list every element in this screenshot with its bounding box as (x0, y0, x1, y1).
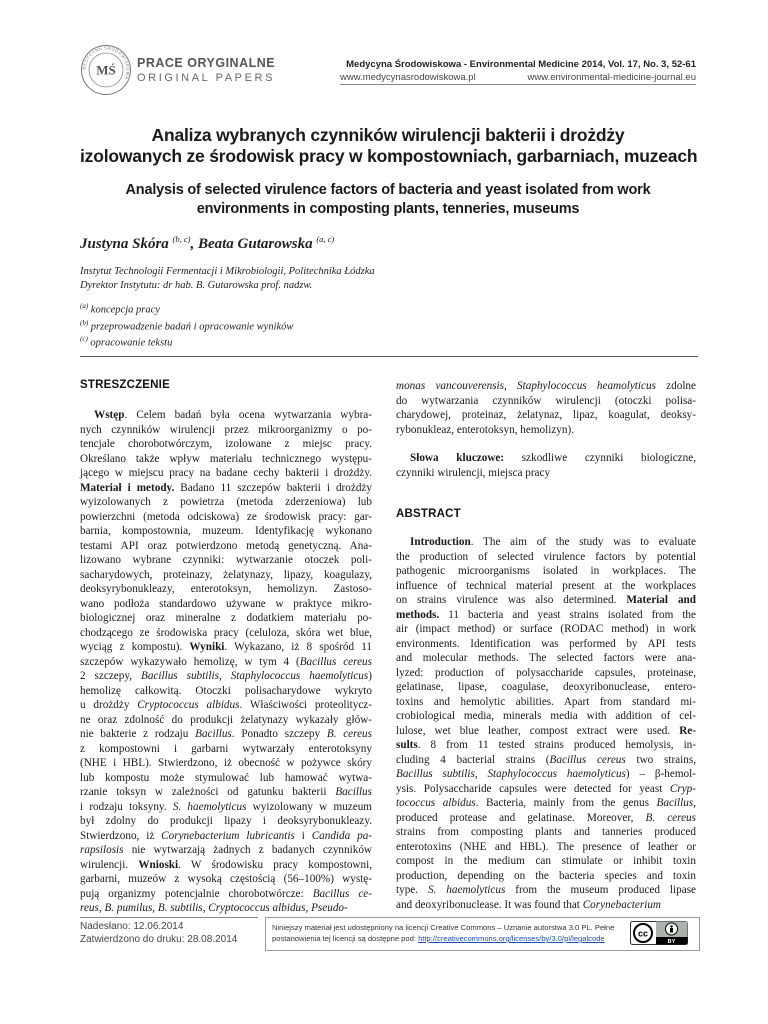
logo-letters: MŚ (96, 62, 116, 78)
text-line (396, 811, 696, 826)
license-link[interactable]: http://creativecommons.org/licenses/by/3.0/pl/legalcode (418, 934, 605, 943)
text-line (80, 800, 372, 815)
italic-run: Bacillus (656, 797, 694, 809)
bold-run: Material and (626, 594, 696, 606)
text-line (80, 466, 372, 481)
italic-run: Bacillus cereus (549, 753, 626, 766)
text-run: , (693, 797, 696, 809)
text-line (396, 379, 696, 394)
text-line (80, 568, 372, 583)
text-run: z kompostowni i garbarni wytwarzały enterotoksyny (80, 742, 372, 755)
italic-run: Candida pa- (311, 829, 373, 842)
author-name: Beata Gutarowska (197, 236, 313, 252)
italic-run: Bacillus subtilis (140, 670, 219, 682)
text-line (80, 524, 372, 539)
text-run: tencjale chorobotwórczym, izolowane z miejsc pracy. (80, 438, 372, 450)
text-run: lulose, wet blue leather, compost extract were used. (396, 724, 680, 737)
text-run: był zdolny do produkcji lipazy i deoksyrybonukleazy. (80, 815, 372, 827)
text-run: environments. Identification was performed by API tests (396, 637, 696, 650)
text-run: pathogenic microorganisms isolated in workplaces. The (396, 565, 696, 577)
text-run: wano podłoża standardowo używane w praktyce mikro- (80, 597, 372, 610)
bold-run: Materiał i metody. (80, 481, 175, 494)
text-run: testami API oraz potwierdzono metodą genetyczną. Ana- (80, 539, 372, 552)
text-run: , (218, 670, 231, 682)
text-line (396, 451, 696, 466)
bold-run: sults (396, 739, 418, 751)
author-name: Justyna Skóra (80, 236, 169, 252)
text-line (396, 579, 696, 594)
text-run: lub kompostu może stymulować lub hamować wytwa- (80, 771, 372, 784)
text-line (80, 655, 372, 670)
text-run: ysis. Polysaccharide capsules were detected for yeast (396, 782, 670, 795)
text-run: ) (368, 670, 372, 682)
text-run: . Bacteria, mainly from the genus (475, 797, 657, 809)
contribution-text: koncepcja pracy (90, 304, 160, 316)
text-run: deoksyrybonukleazy, enterotoksyn, hemolizyn. Zastoso- (80, 583, 372, 595)
text-run: wyizolowanych z powietrza (metoda zderzeniowa) lub (80, 496, 372, 508)
text-run: 11 bacteria and yeast strains isolated from the (439, 608, 696, 621)
italic-run: Bacillus subtilis, Staphylococcus haemolyticus (396, 768, 626, 780)
text-line (80, 771, 372, 786)
title-english (80, 181, 696, 219)
text-run: szkodliwe czynniki biologiczne, (504, 452, 697, 464)
text-run: wirulencji. (80, 858, 139, 871)
text-run: wyizolowany w muzeum (246, 800, 372, 813)
text-run: lyzed: production of polysaccharide capsules, proteinase, (396, 666, 696, 679)
text-line (396, 869, 696, 884)
bold-run: Wnioski (138, 858, 179, 871)
cc-by-badge (630, 921, 688, 945)
bold-run: Słowa kluczowe: (410, 452, 505, 464)
text-run: nie bakterie z rodzaju (80, 728, 196, 740)
text-line (396, 651, 696, 666)
italic-run: Bacillus (195, 728, 232, 740)
text-run: Badano 11 szczepów bakterii i drożdży (174, 481, 372, 494)
contribution-mark: (a) (80, 302, 89, 310)
text-run: gelatinase, lipase, coagulase, deoxyribonuclease, entero- (396, 681, 696, 693)
text-run: i (294, 829, 312, 842)
text-line (80, 597, 372, 612)
text-run: type. (396, 884, 428, 896)
text-run: zdolne (655, 380, 696, 392)
text-run: wyciąg z kompostu). (80, 641, 190, 653)
text-run: rzanie toksyn w zależności od gatunku bakterii (80, 786, 336, 798)
text-line (80, 814, 372, 829)
italic-run: Corynebacterium lubricantis (161, 829, 295, 842)
by-mark: BY (667, 939, 676, 945)
text-line (80, 611, 372, 626)
contribution-mark: (b) (80, 318, 89, 327)
text-line (396, 738, 696, 753)
text-run: 2 szczepy, (80, 670, 141, 682)
accepted-date: Zatwierdzono do druku: 28.08.2014 (80, 934, 238, 945)
text-run: two strains, (625, 753, 696, 766)
author-separator: , (190, 236, 198, 252)
text-run: enterotoxins (NHE and HBL). The presence of leather or (396, 840, 696, 853)
institution (80, 265, 375, 293)
text-run: produced protease and gelatinase. Moreover, (396, 811, 646, 824)
text-run: barnia, kompostownia, muzeum. Identyfikację wykonano (80, 525, 372, 537)
text-line (396, 695, 696, 710)
text-line (80, 887, 372, 902)
authors (80, 234, 334, 253)
contributions (80, 300, 293, 350)
text-run: rybonukleaz, enterotoksyn, hemolizyn). (396, 423, 575, 436)
text-line (80, 408, 372, 423)
text-run: hemolizę całkowitą. Otoczki polisacharydowe wykryto (80, 684, 372, 697)
text-line (80, 539, 372, 554)
journal-logo (80, 44, 132, 96)
text-line (396, 709, 696, 724)
text-line (396, 408, 696, 423)
text-line (80, 582, 372, 597)
text-run: lizowano wybrane czynniki: wytwarzanie otoczek poli- (80, 554, 372, 566)
footer-divider (80, 917, 258, 918)
text-run: jącego w miejscu pracy na badane cechy bakterii i drożdży. (80, 467, 372, 479)
text-line (396, 466, 696, 481)
contribution-text: opracowanie tekstu (90, 337, 173, 349)
text-line (80, 452, 372, 467)
title-english-line: environments in composting plants, tenneries, museums (196, 201, 580, 217)
text-line (80, 829, 372, 844)
text-run: crobiological media, minerals media with addition of cel- (396, 710, 696, 722)
text-line (80, 843, 372, 858)
italic-run: Corynebacterium (582, 898, 662, 911)
contribution-item (80, 317, 293, 334)
text-run: strains from composting plants and tanneries produced (396, 826, 696, 838)
text-run: and deoxyribonuclease. It was found that (396, 898, 583, 911)
text-line (396, 724, 696, 739)
title-polish (80, 125, 696, 167)
logo-ring-text: MEDYCYNA ŚRODOWISKOWA (81, 45, 131, 81)
text-line (396, 825, 696, 840)
text-run: (NHE i HBL). Stwierdzono, iż obecność w pożywce skóry (80, 757, 372, 769)
text-line (396, 680, 696, 695)
institution-line: Instytut Technologii Fermentacji i Mikrobiologii, Politechnika Łódzka (80, 266, 375, 277)
abstract-body (396, 535, 696, 912)
keywords (396, 451, 696, 480)
text-line (80, 742, 372, 757)
text-line (396, 854, 696, 869)
italic-run: Cryp- (669, 782, 696, 795)
streszczenie-body (80, 408, 372, 916)
text-run: influence of technical material present at the workplaces (396, 579, 696, 592)
text-line (396, 767, 696, 782)
text-line (80, 423, 372, 438)
contribution-text: przeprowadzenie badań i opracowanie wyników (90, 321, 294, 332)
text-run: garbarni, muzeów z wysoką częstością (56–100%) wystę- (80, 873, 372, 885)
text-line (80, 481, 372, 496)
italic-run: S. haemolyticus (172, 800, 247, 813)
text-line (80, 626, 372, 641)
italic-run: reus, B. pumilus, B. subtilis, Cryptococcus albidus, Pseudo- (80, 902, 348, 914)
text-line (396, 394, 696, 409)
text-run: and molecular methods. The selected factors were ana- (396, 652, 696, 664)
bold-run: Introduction (410, 536, 471, 548)
institution-line: Dyrektor Instytutu: dr hab. B. Gutarowska prof. nadzw. (80, 280, 313, 291)
license-line (272, 933, 614, 944)
text-run: Określano także wpływ materiału technicznego występu- (80, 452, 372, 465)
text-run: . The aim of the study was to evaluate (470, 536, 696, 548)
italic-run: Bacillus (335, 786, 372, 798)
text-line (80, 858, 372, 873)
author-affiliation-mark: (a, c) (316, 234, 335, 244)
text-line (80, 713, 372, 728)
text-line (80, 698, 372, 713)
streszczenie-continued (396, 379, 696, 437)
heading-abstract: ABSTRACT (396, 508, 461, 520)
contribution-item (80, 333, 293, 350)
italic-run: Bacillus cereus (299, 655, 372, 668)
bold-run: Wyniki (189, 641, 225, 653)
text-run: compost in the medium can stimulate or inhibit toxin (396, 855, 696, 867)
text-line (80, 669, 372, 684)
text-line (80, 495, 372, 510)
text-run: u drożdży (80, 699, 138, 711)
text-line (396, 622, 696, 637)
license-prefix: postanowienia tej licencji są dostępne pod: (272, 934, 419, 943)
license-line: Niniejszy materiał jest udostępniony na licencji Creative Commons – Uznanie autorstwa 3.0 PL. Pełne (272, 923, 615, 932)
text-run: toxins and hemolytic abilities. Apart from standard mi- (396, 695, 696, 708)
text-line (396, 564, 696, 579)
license-text (272, 922, 614, 944)
text-line (80, 684, 372, 699)
badge-original-papers-en: ORIGINAL PAPERS (137, 72, 276, 84)
title-polish-line: izolowanych ze środowisk pracy w kompostowniach, garbarniach, muzeach (80, 146, 698, 166)
title-english-line: Analysis of selected virulence factors of bacteria and yeast isolated from work (125, 182, 651, 198)
italic-run: tococcus albidus (396, 797, 476, 809)
contribution-item (80, 300, 293, 317)
text-line (80, 437, 372, 452)
bold-run: Re- (679, 724, 696, 737)
bold-run: Wstęp (94, 409, 125, 421)
text-line (396, 840, 696, 855)
text-run: on strains virulence was also determined. (396, 594, 627, 606)
text-line (396, 637, 696, 652)
text-line (80, 872, 372, 887)
text-run: pują organizmy potencjalnie chorobotwórcze: (80, 887, 313, 900)
text-line (396, 550, 696, 565)
text-run: ne oraz zdolność do produkcji żelatynazy wykazały głów- (80, 713, 372, 726)
italic-run: S. haemolyticus (427, 884, 506, 896)
italic-run: Staphylococcus haemolyticus (230, 670, 369, 682)
italic-run: Bacillus ce- (312, 887, 372, 900)
text-run: from the museum produced lipase (505, 884, 697, 896)
text-line (396, 535, 696, 550)
text-run: the production of selected virulence factors by potential (396, 550, 696, 563)
text-run: . Wykazano, iż 8 spośród 11 (224, 641, 372, 653)
bold-run: methods. (396, 608, 440, 621)
text-run: production, depending on the bacteria species and toxin (396, 869, 696, 882)
heading-streszczenie: STRESZCZENIE (80, 379, 170, 391)
italic-run: monas vancouverensis, Staphylococcus heamolyticus (396, 380, 656, 392)
text-run: air (impact method) or surface (RODAC method) in work (396, 623, 696, 635)
text-line (80, 640, 372, 655)
text-run: i rodzaju toksyny. (80, 800, 173, 813)
text-run: . Celem badań była ocena wytwarzania wybra- (124, 409, 372, 421)
text-run: biologicznej oraz mineralne z dodatkiem materiału po- (80, 612, 372, 624)
italic-run: Cryptococcus albidus (137, 699, 240, 711)
text-run: . 8 from 11 tested strains produced hemolysis, in- (417, 739, 696, 751)
text-line (396, 898, 696, 913)
author-affiliation-mark: (b, c) (172, 234, 191, 244)
badge-original-papers-pl: PRACE ORYGINALNE (137, 56, 276, 70)
text-run: . Ponadto szczepy (231, 728, 327, 740)
text-run: cluding 4 bacterial strains ( (396, 753, 550, 766)
text-line (396, 423, 696, 438)
cc-mark: cc (637, 928, 649, 939)
contribution-mark: (c) (80, 335, 88, 343)
text-run: charydowej, proteinaz, żelatynaz, lipaz, koagulat, deoksy- (396, 409, 696, 421)
text-line (396, 782, 696, 797)
header-divider (340, 84, 696, 85)
text-line (80, 785, 372, 800)
text-run: ) – β-hemol- (625, 768, 696, 780)
text-line (396, 883, 696, 898)
journal-url-pl[interactable]: www.medycynasrodowiskowa.pl (340, 72, 476, 83)
text-run: sacharydowych, proteinazy, żelatynazy, lipazy, koagulazy, (80, 568, 372, 581)
text-line (396, 666, 696, 681)
dates (80, 920, 237, 946)
text-run: Stwierdzono, iż (80, 829, 162, 842)
text-line (396, 796, 696, 811)
text-run: szczepów wykazywało hemolizę, w tym 4 ( (80, 655, 300, 668)
text-run: do wytwarzania czynników wirulencji (otoczki polisa- (396, 394, 696, 407)
text-line (396, 753, 696, 768)
text-run: nie wytwarzają żadnych z badanych czynników (123, 844, 372, 856)
journal-url-en[interactable]: www.environmental-medicine-journal.eu (527, 72, 696, 83)
text-run: . Właściwości proteolitycz- (239, 699, 372, 711)
text-line (396, 608, 696, 623)
text-line (396, 593, 696, 608)
section-divider (80, 356, 698, 357)
italic-run: rapsilosis (80, 844, 124, 856)
text-line (80, 727, 372, 742)
journal-citation: Medycyna Środowiskowa - Environmental Medicine 2014, Vol. 17, No. 3, 52-61 (346, 59, 696, 70)
text-line (80, 510, 372, 525)
text-run: powierzchni (metoda odciskowa) ze środowisk pracy: gar- (80, 510, 372, 523)
italic-run: B. cereus (326, 728, 372, 740)
italic-run: B. cereus (645, 811, 696, 824)
received-date: Nadesłano: 12.06.2014 (80, 921, 184, 932)
text-run: . W środowisku pracy kompostowni, (178, 858, 372, 871)
title-polish-line: Analiza wybranych czynników wirulencji bakterii i drożdży (151, 125, 625, 145)
text-line (80, 901, 372, 916)
text-run: chodzącego ze środowiska pracy (celuloza, skóra wet blue, (80, 626, 372, 639)
text-run: nych czynników wirulencji przez mikroorganizmy o po- (80, 423, 372, 436)
text-line (80, 756, 372, 771)
text-run: czynniki wirulencji, miejsca pracy (396, 466, 551, 479)
text-line (80, 553, 372, 568)
